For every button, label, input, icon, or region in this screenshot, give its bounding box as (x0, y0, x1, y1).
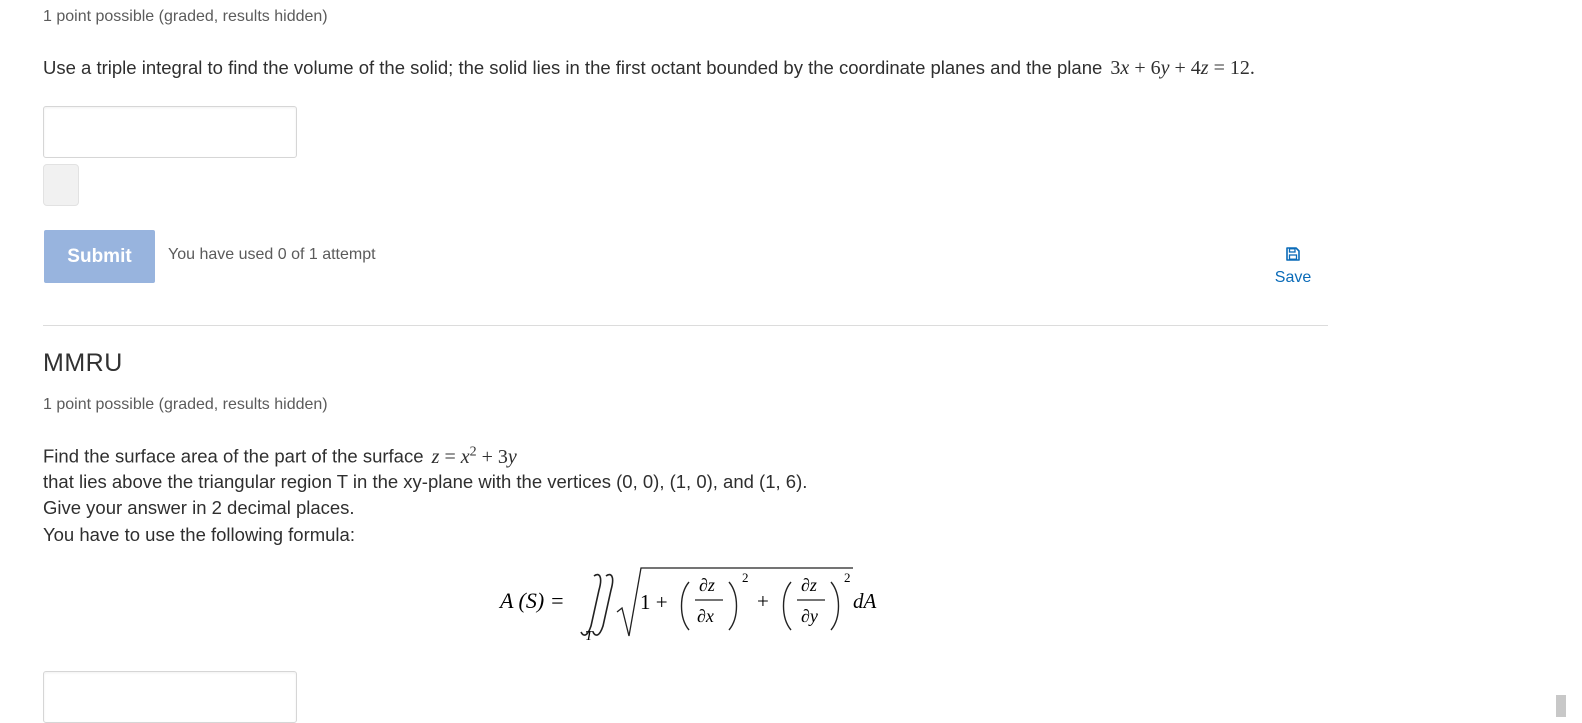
paren-left-icon (682, 582, 690, 630)
save-icon (1263, 246, 1323, 264)
formula-one-plus: 1 + (640, 590, 668, 614)
fraction-denominator: ∂y (801, 606, 818, 626)
fraction-numerator: ∂z (699, 575, 715, 595)
fraction-numerator: ∂z (801, 575, 817, 595)
surface-area-formula (495, 560, 895, 650)
problem-points-meta: 1 point possible (graded, results hidden) (43, 8, 328, 25)
formula-lhs: A (S) = (500, 588, 565, 613)
surface-equation: $z = x^2 + 3y$ (431, 444, 517, 468)
paren-right-icon (729, 582, 737, 630)
problem-line-3: Give your answer in 2 decimal places. (43, 497, 355, 518)
integral-sign-icon (581, 575, 601, 636)
scrollbar-thumb[interactable] (1556, 695, 1566, 717)
problem-prompt (43, 57, 1255, 80)
exponent: 2 (844, 570, 851, 585)
section-divider (43, 325, 1328, 326)
submit-button[interactable]: Submit (44, 230, 155, 283)
save-label: Save (1274, 269, 1312, 286)
attempts-text: You have used 0 of 1 attempt (168, 246, 376, 263)
answer-status-indicator (43, 164, 79, 206)
problem-line-2: that lies above the triangular region T in the xy-plane with the vertices (0, 0), (1, 0), and (1, 6). (43, 471, 808, 492)
plane-equation: 3x + 6y + 4z = 12. (1110, 57, 1255, 79)
integral-region: T (585, 629, 593, 644)
paren-right-icon (831, 582, 839, 630)
exponent: 2 (742, 570, 749, 585)
answer-input[interactable] (43, 671, 297, 723)
problem-line-4: You have to use the following formula: (43, 524, 355, 545)
fraction-denominator: ∂x (697, 606, 714, 626)
formula-dA: dA (853, 589, 877, 613)
paren-left-icon (784, 582, 792, 630)
answer-input[interactable] (43, 106, 297, 158)
formula-plus: + (757, 589, 769, 613)
problem-line-1: Find the surface area of the part of the surface $z = x^2 + 3y$ (43, 444, 517, 468)
save-button[interactable] (1263, 246, 1323, 287)
prompt-text: Use a triple integral to find the volume of the solid; the solid lies in the first octant bounded by the coordinate planes and the plane (43, 57, 1103, 78)
problem-points-meta: 1 point possible (graded, results hidden) (43, 396, 328, 413)
problem-heading: MMRU (43, 349, 123, 377)
